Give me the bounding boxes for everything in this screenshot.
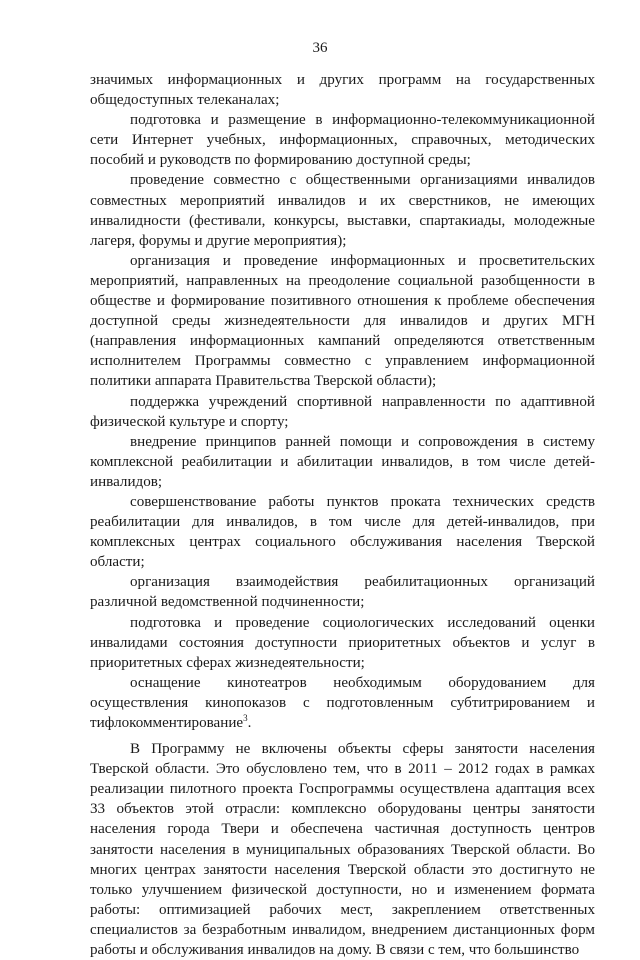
paragraph-text: оснащение кинотеатров необходимым оборудованием для осуществления кинопоказов с подготовленным субтитрированием и тифлокомментирование [90,674,595,731]
paragraph [90,70,595,110]
paragraph-tail: . [247,715,252,731]
paragraph-text: организация взаимодействия реабилитационных организаций различной ведомственной подчиненности; [90,574,595,611]
paragraph [90,432,595,492]
paragraph [90,170,595,250]
paragraph [90,251,595,392]
footnote-marker: 3 [243,712,248,723]
paragraph [90,110,595,170]
paragraph-text: поддержка учреждений спортивной направленности по адаптивной физической культуре и спорту; [90,393,595,430]
paragraph [90,739,595,960]
paragraph [90,392,595,432]
paragraph [90,492,595,572]
paragraph-text: подготовка и проведение социологических исследований оценки инвалидами состояния доступности приоритетных объектов и услуг в приоритетных сферах жизнедеятельности; [90,614,595,671]
paragraph [90,673,595,733]
page-number: 36 [312,40,328,56]
paragraph-text: проведение совместно с общественными организациями инвалидов совместных мероприятий инвалидов и их сверстников, не имеющих инвалидности (фестивали, конкурсы, выставки, спартакиады, молодежные лагеря, форумы и другие мероприятия); [90,172,595,249]
paragraph-text: совершенствование работы пунктов проката технических средств реабилитации для инвалидов, в том числе для детей-инвалидов, при комплексных центрах социального обслуживания населения Тверской области; [90,493,595,571]
paragraph [90,572,595,612]
body-text [90,70,595,960]
paragraph [90,613,595,673]
paragraph-text: организация и проведение информационных и просветительских мероприятий, направленных на преодоление социальной разобщенности в обществе и формирование позитивного отношения к проблеме обеспечения доступной среды жизнедеятельности для инвалидов и других МГН (направления информационных кампаний определяются ответственным исполнителем Программы совместно с управлением информационной политики аппарата Правительства Тверской области); [90,252,595,390]
paragraph-text: внедрение принципов ранней помощи и сопровождения в систему комплексной реабилитации и абилитации инвалидов, в том числе детей-инвалидов; [90,433,595,490]
paragraph-text: В Программу не включены объекты сферы занятости населения Тверской области. Это обусловлено тем, что в 2011 – 2012 годах в рамках реализации пилотного проекта Госпрограммы осуществлена адаптация всех 33 объектов этой отрасли: комплексно оборудованы центры занятости населения города Твери и обеспечена частичная доступность центров занятости населения в муниципальных образованиях Тверской области. Во многих центрах занятости населения Тверской области это достигнуто не только улучшением физической доступности, но и изменением формата работы: оптимизацией рабочих мест, закреплением ответственных специалистов за безработным инвалидом, внедрением дистанционных форм работы и обслуживания инвалидов на дому. В связи с тем, что большинство [90,741,595,959]
paragraph-text: подготовка и размещение в информационно-телекоммуникационной сети Интернет учебных, информационных, справочных, методических пособий и руководств по формированию доступной среды; [90,112,595,169]
paragraph-text: значимых информационных и других программ на государственных общедоступных телеканалах; [90,72,595,109]
